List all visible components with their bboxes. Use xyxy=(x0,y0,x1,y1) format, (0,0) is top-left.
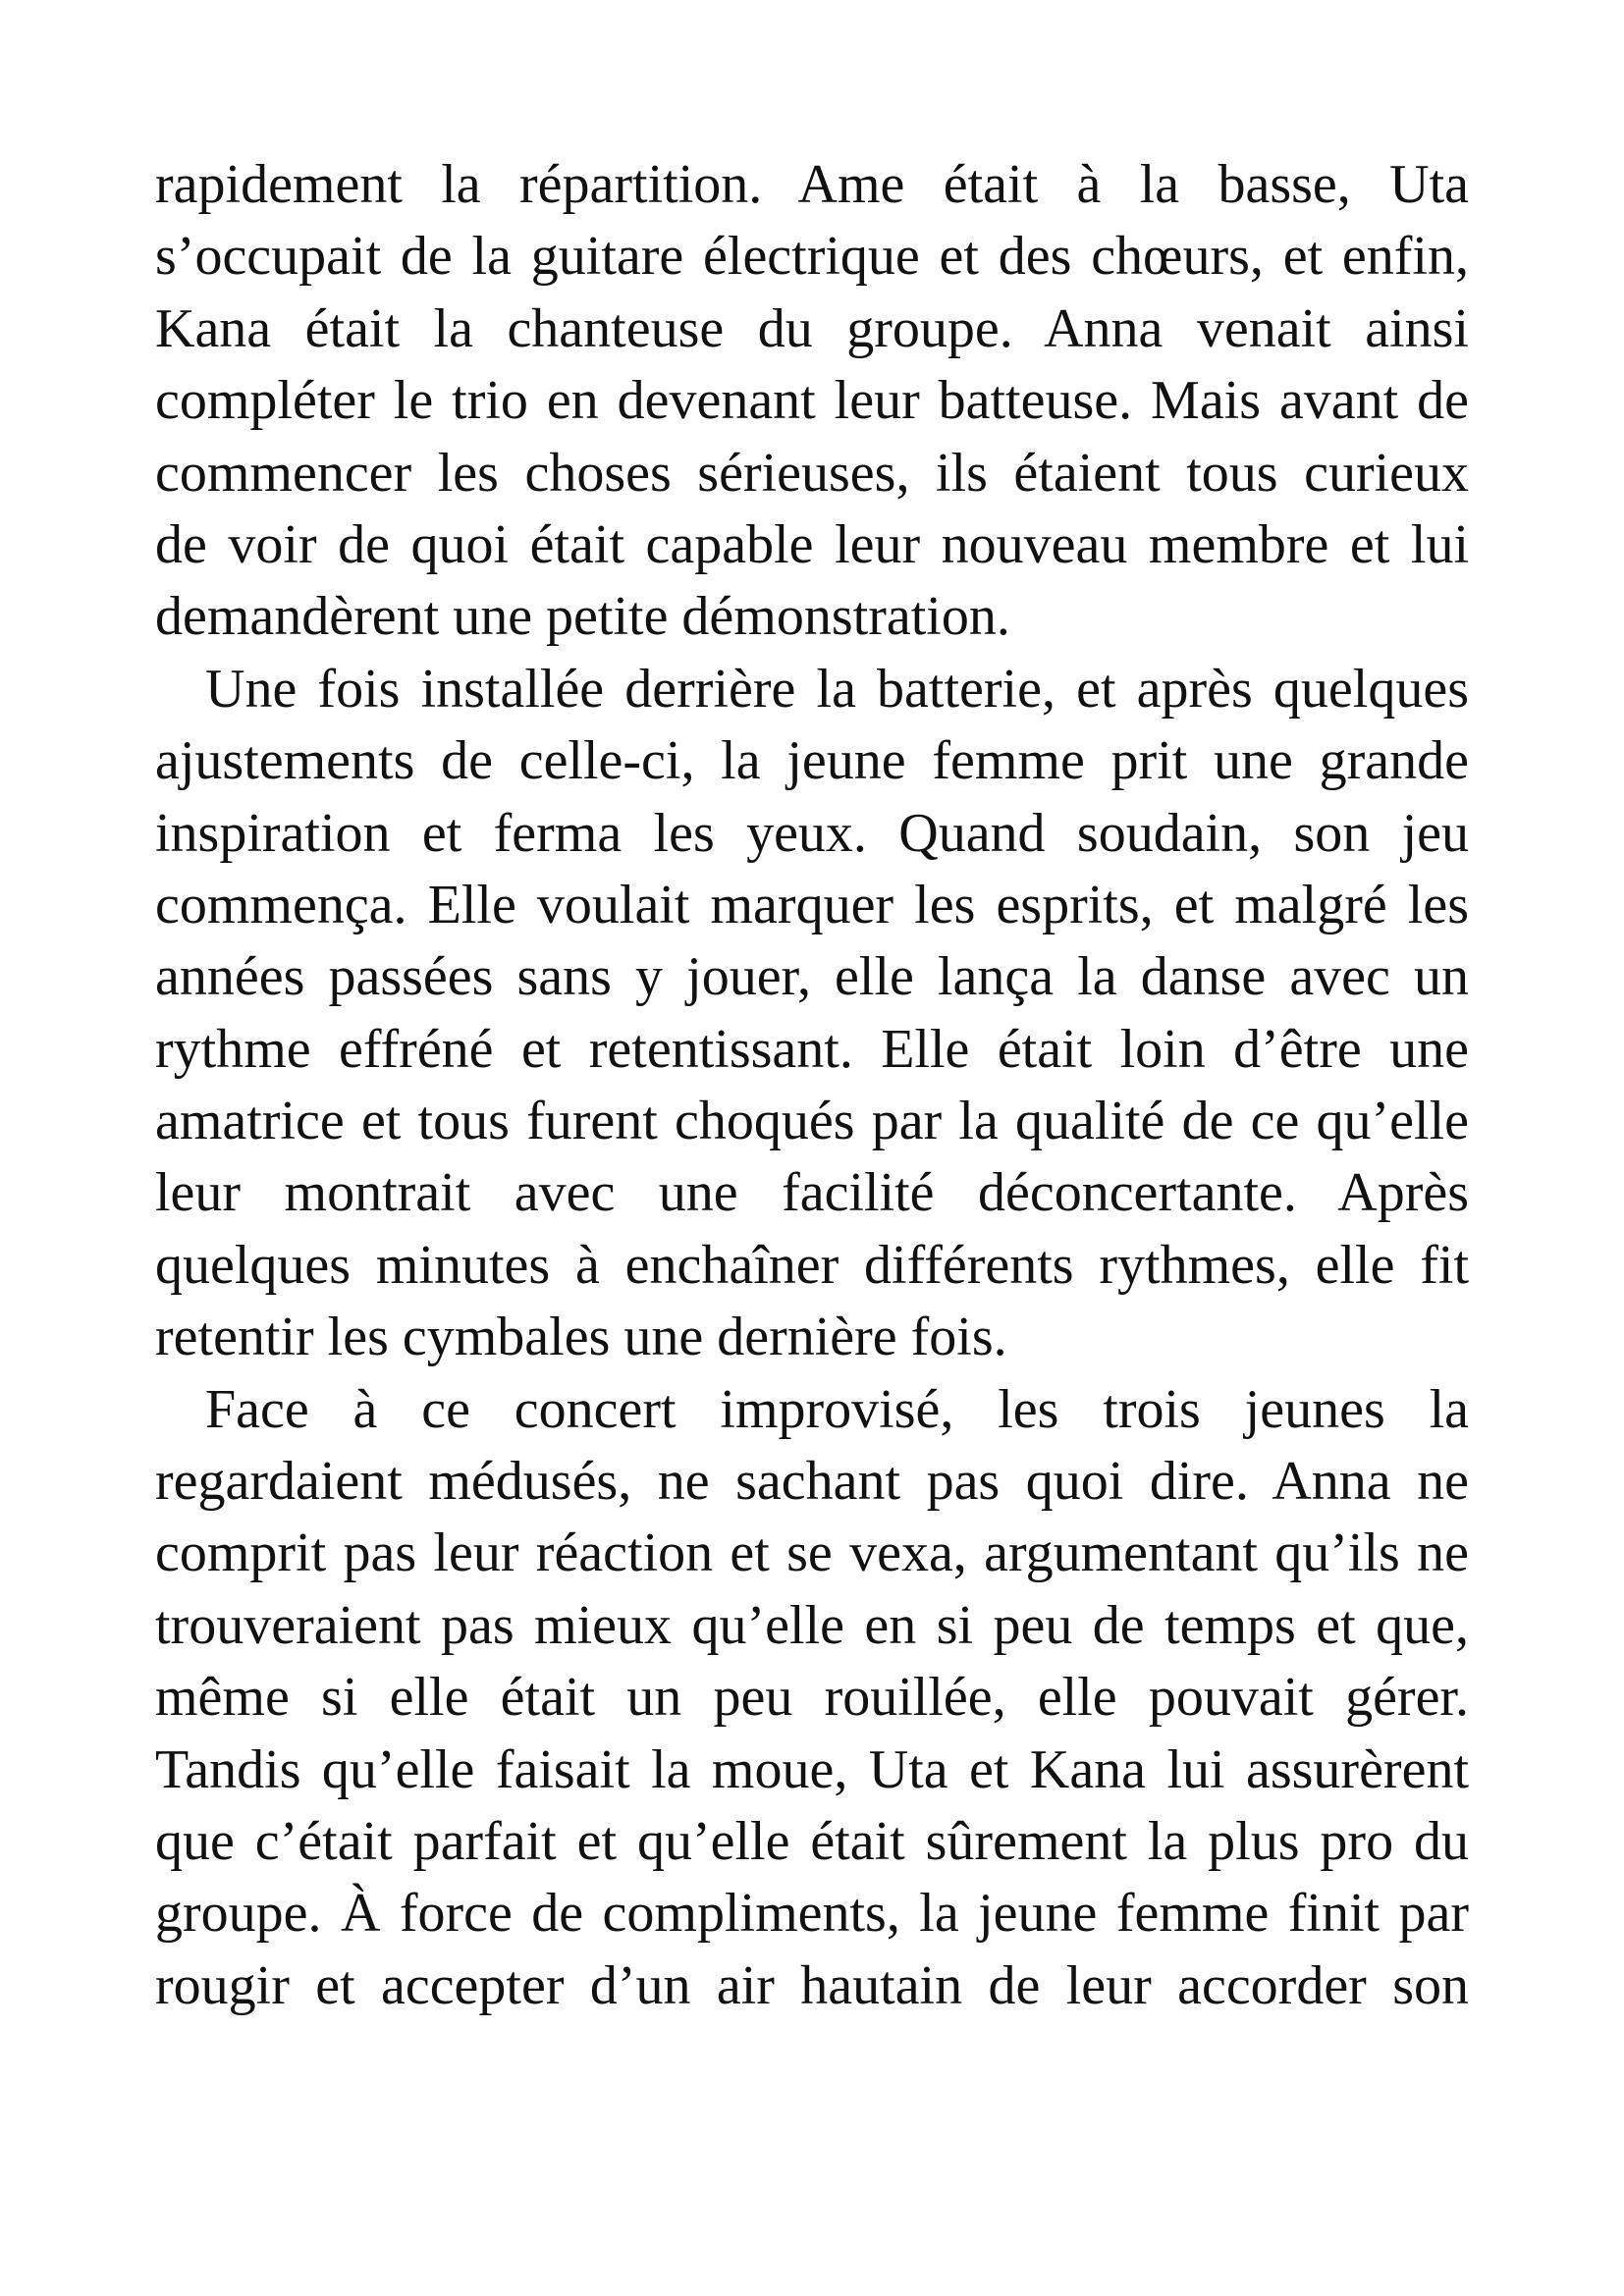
text-line: quelques minutes à enchaîner différents rythmes, elle fit xyxy=(155,1234,1469,1296)
body-text xyxy=(155,149,1469,2022)
text-line: compléter le trio en devenant leur batteuse. Mais avant de xyxy=(155,370,1469,432)
text-line: amatrice et tous furent choqués par la qualité de ce qu’elle xyxy=(155,1091,1469,1152)
paragraph-3 xyxy=(155,1374,1469,2023)
text-line: ajustements de celle-ci, la jeune femme prit une grande xyxy=(155,730,1469,792)
text-line: trouveraient pas mieux qu’elle en si peu de temps et que, xyxy=(155,1594,1469,1656)
text-line: rythme effréné et retentissant. Elle était loin d’être une xyxy=(155,1018,1469,1080)
paragraph-2 xyxy=(155,654,1469,1374)
text-line: de voir de quoi était capable leur nouveau membre et lui xyxy=(155,513,1469,575)
text-line: que c’était parfait et qu’elle était sûrement la plus pro du xyxy=(155,1810,1469,1872)
text-line: Tandis qu’elle faisait la moue, Uta et Kana lui assurèrent xyxy=(155,1738,1469,1800)
paragraph-1 xyxy=(155,149,1469,654)
text-line: inspiration et ferma les yeux. Quand soudain, son jeu xyxy=(155,802,1469,864)
text-line: rapidement la répartition. Ame était à la basse, Uta xyxy=(155,154,1469,215)
text-line: leur montrait avec une facilité déconcertante. Après xyxy=(155,1162,1469,1224)
text-line: groupe. À force de compliments, la jeune femme finit par xyxy=(155,1883,1469,1945)
text-line: Une fois installée derrière la batterie, et après quelques xyxy=(205,658,1469,720)
text-line: regardaient médusés, ne sachant pas quoi dire. Anna ne xyxy=(155,1451,1469,1513)
text-line: retentir les cymbales une dernière fois. xyxy=(155,1307,1007,1368)
text-line: commença. Elle voulait marquer les esprits, et malgré les xyxy=(155,874,1469,935)
text-line: comprit pas leur réaction et se vexa, argumentant qu’ils ne xyxy=(155,1522,1469,1584)
text-line: commencer les choses sérieuses, ils étaient tous curieux xyxy=(155,442,1469,504)
text-line: demandèrent une petite démonstration. xyxy=(155,586,1010,648)
text-line: années passées sans y jouer, elle lança la danse avec un xyxy=(155,946,1469,1008)
text-line: rougir et accepter d’un air hautain de leur accorder son xyxy=(155,1954,1469,2016)
text-line: Kana était la chanteuse du groupe. Anna venait ainsi xyxy=(155,297,1469,359)
text-line: même si elle était un peu rouillée, elle pouvait gérer. xyxy=(155,1667,1469,1729)
text-line: Face à ce concert improvisé, les trois jeunes la xyxy=(205,1378,1469,1440)
text-line: s’occupait de la guitare électrique et des chœurs, et enfin, xyxy=(155,226,1469,288)
